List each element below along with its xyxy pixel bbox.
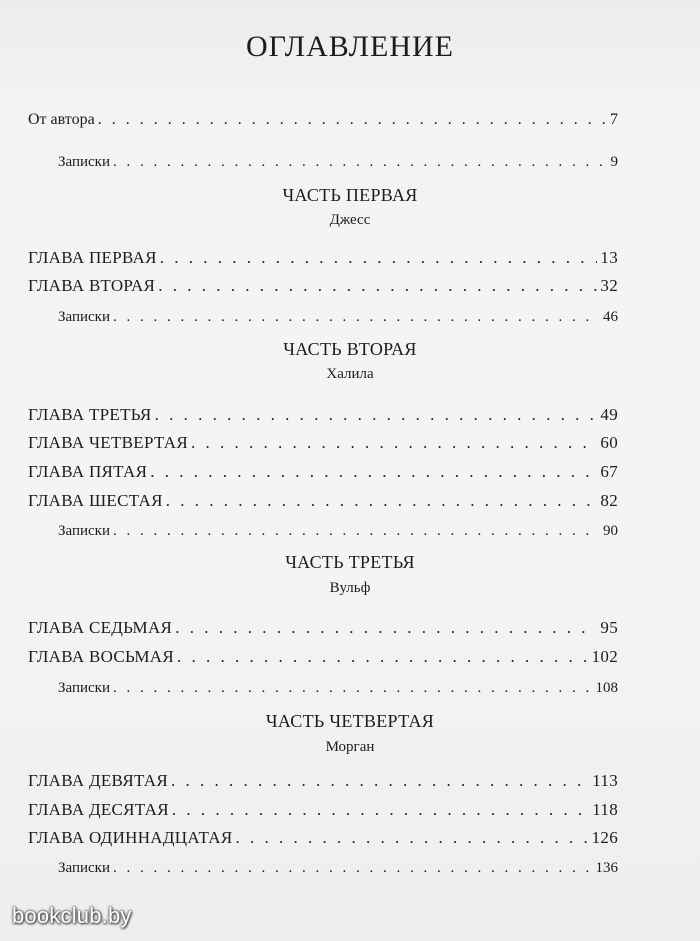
part-subtitle: Джесс (329, 212, 371, 228)
toc-page-number: 90 (603, 523, 618, 539)
leader-dots (172, 800, 589, 820)
leader-dots (113, 858, 592, 878)
toc-entry-chapter[interactable] (28, 244, 618, 268)
toc-entry-chapter[interactable] (28, 487, 618, 511)
toc-entry-chapter[interactable] (28, 458, 618, 482)
toc-entry-label: Записки (58, 680, 111, 696)
toc-page-number: 67 (600, 462, 618, 481)
leader-dots (175, 618, 597, 638)
toc-entry-label: ГЛАВА ОДИННАДЦАТАЯ (28, 828, 233, 847)
toc-entry-from-author[interactable] (28, 106, 618, 130)
part-subtitle: Морган (325, 739, 375, 755)
toc-page-number: 49 (600, 405, 618, 424)
toc-entry-notes[interactable] (58, 148, 618, 172)
toc-entry-chapter[interactable] (28, 796, 618, 820)
toc-entry-chapter[interactable] (28, 643, 618, 667)
toc-entry-label: ГЛАВА ДЕВЯТАЯ (28, 771, 169, 790)
leader-dots (160, 248, 598, 268)
toc-entry-chapter[interactable] (28, 824, 618, 848)
leader-dots (98, 110, 607, 130)
leader-dots (191, 433, 597, 453)
toc-entry-chapter[interactable] (28, 272, 618, 296)
toc-page-number: 118 (592, 800, 618, 819)
toc-entry-label: ГЛАВА ШЕСТАЯ (28, 491, 163, 510)
part-title: ЧАСТЬ ВТОРАЯ (283, 339, 417, 359)
toc-entry-label: ГЛАВА ПЯТАЯ (28, 462, 148, 481)
site-watermark: bookclub.by (12, 903, 132, 928)
toc-page-number: 126 (591, 828, 618, 847)
toc-entry-notes[interactable] (58, 854, 618, 878)
leader-dots (113, 307, 600, 327)
toc-entry-label: Записки (58, 154, 111, 170)
part-title: ЧАСТЬ ПЕРВАЯ (282, 185, 418, 205)
leader-dots (171, 771, 589, 791)
toc-page-number: 46 (603, 309, 618, 325)
leader-dots (177, 647, 589, 667)
leader-dots (155, 405, 598, 425)
toc-page-number: 82 (600, 491, 618, 510)
toc-entry-notes[interactable] (58, 674, 618, 698)
toc-entry-label: Записки (58, 860, 111, 876)
toc-entry-chapter[interactable] (28, 401, 618, 425)
page-title: ОГЛАВЛЕНИЕ (246, 30, 454, 63)
toc-entry-notes[interactable] (58, 517, 618, 541)
toc-page-number: 9 (610, 154, 618, 170)
leader-dots (113, 678, 592, 698)
toc-page-number: 95 (600, 618, 618, 637)
toc-page-number: 32 (600, 276, 618, 295)
toc-entry-chapter[interactable] (28, 614, 618, 638)
toc-page-number: 102 (591, 647, 618, 666)
toc-entry-notes[interactable] (58, 303, 618, 327)
toc-entry-label: ГЛАВА ВОСЬМАЯ (28, 647, 175, 666)
toc-page-number: 13 (600, 248, 618, 267)
toc-page-number: 108 (595, 680, 618, 696)
leader-dots (236, 828, 589, 848)
leader-dots (113, 152, 607, 172)
part-title: ЧАСТЬ ТРЕТЬЯ (285, 552, 415, 572)
leader-dots (150, 462, 597, 482)
toc-page-number: 136 (595, 860, 618, 876)
toc-page-number: 113 (592, 771, 618, 790)
toc-entry-label: От автора (28, 111, 95, 128)
toc-entry-chapter[interactable] (28, 429, 618, 453)
toc-entry-label: ГЛАВА ПЕРВАЯ (28, 248, 157, 267)
toc-page-number: 7 (610, 111, 618, 128)
leader-dots (113, 521, 600, 541)
part-subtitle: Халила (326, 366, 374, 382)
toc-entry-chapter[interactable] (28, 767, 618, 791)
leader-dots (166, 491, 598, 511)
toc-entry-label: ГЛАВА СЕДЬМАЯ (28, 618, 173, 637)
part-title: ЧАСТЬ ЧЕТВЕРТАЯ (265, 711, 435, 731)
toc-entry-label: ГЛАВА ДЕСЯТАЯ (28, 800, 169, 819)
leader-dots (158, 276, 597, 296)
toc-entry-label: ГЛАВА ЧЕТВЕРТАЯ (28, 433, 189, 452)
toc-entry-label: Записки (58, 309, 111, 325)
toc-page-number: 60 (600, 433, 618, 452)
part-subtitle: Вульф (329, 580, 371, 596)
toc-entry-label: ГЛАВА ВТОРАЯ (28, 276, 156, 295)
toc-entry-label: ГЛАВА ТРЕТЬЯ (28, 405, 152, 424)
toc-entry-label: Записки (58, 523, 111, 539)
